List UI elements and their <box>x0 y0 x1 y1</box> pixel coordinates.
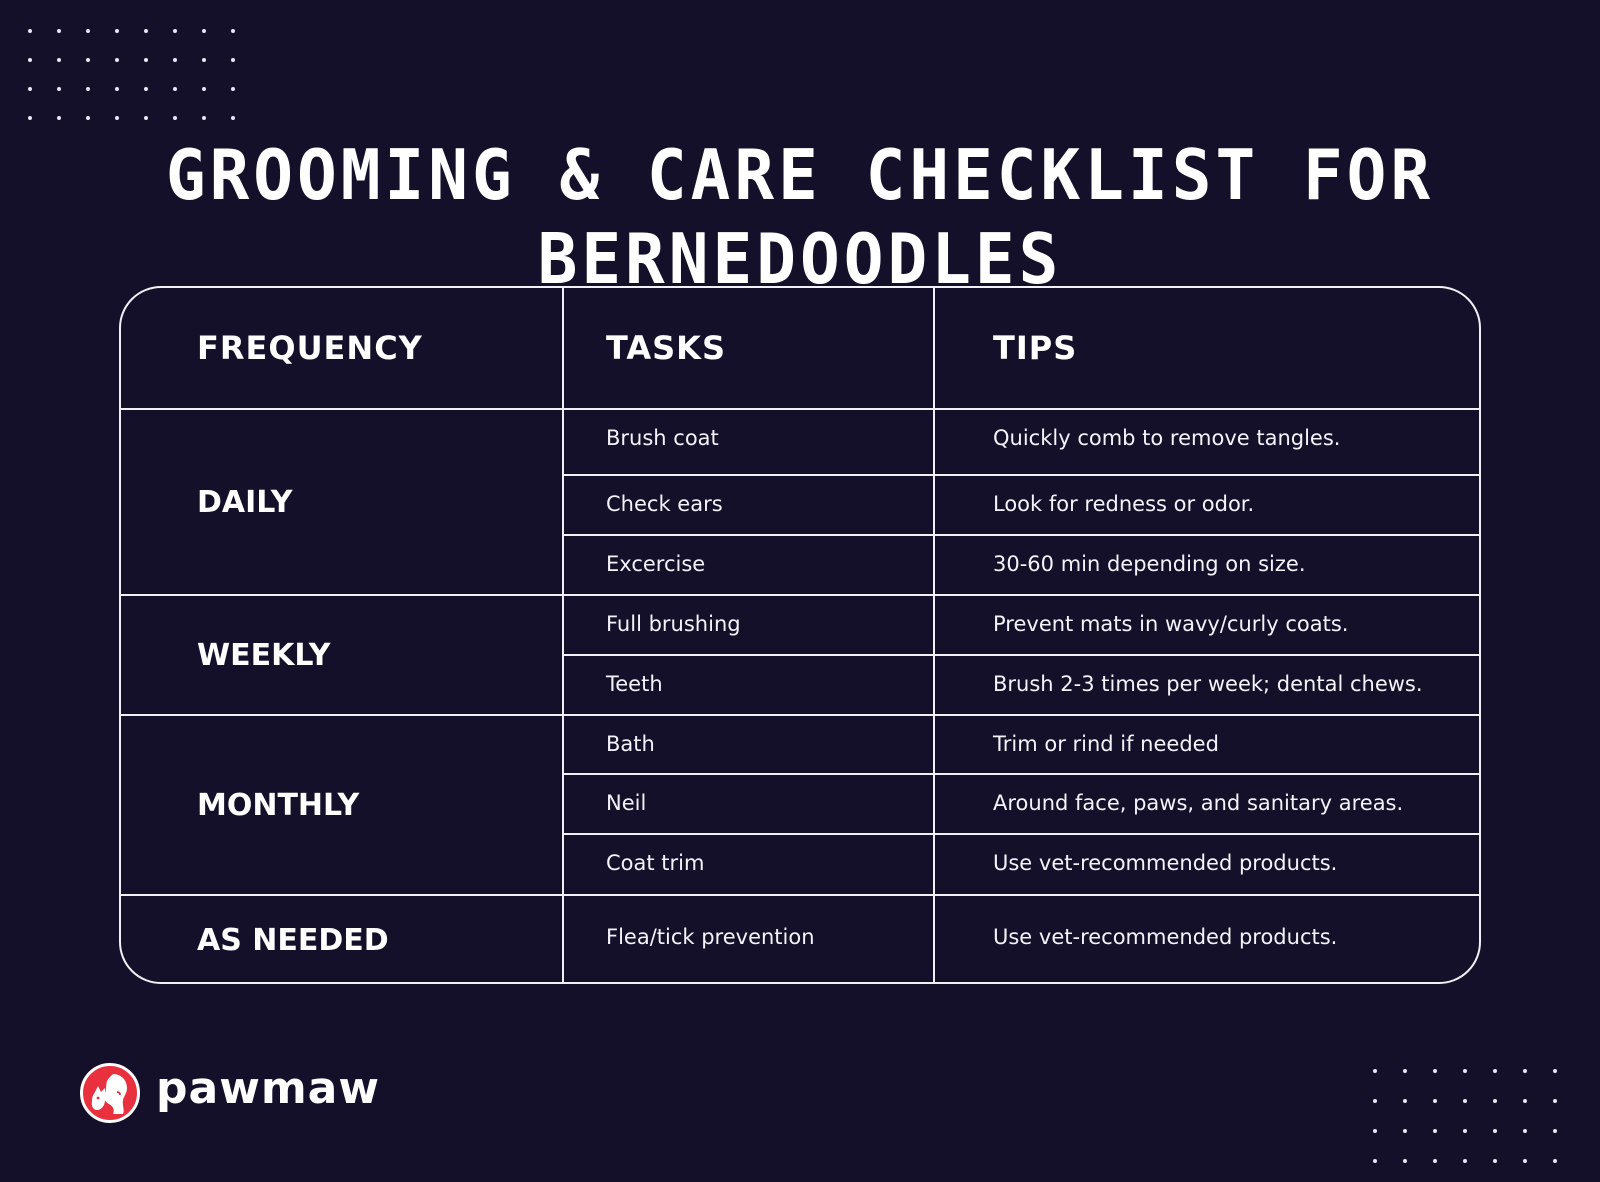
header-tips: TIPS <box>934 288 1479 409</box>
frequency-monthly: MONTHLY <box>121 715 563 895</box>
task-cell: Coat trim <box>563 834 934 895</box>
tip-cell: Use vet-recommended products. <box>934 895 1479 984</box>
header-tasks: TASKS <box>563 288 934 409</box>
frequency-daily: DAILY <box>121 409 563 595</box>
task-cell: Check ears <box>563 475 934 535</box>
tip-cell: Around face, paws, and sanitary areas. <box>934 774 1479 834</box>
task-cell: Neil <box>563 774 934 834</box>
task-cell: Brush coat <box>563 409 934 475</box>
tip-cell: Use vet-recommended products. <box>934 834 1479 895</box>
page-title: GROOMING & CARE CHECKLIST FOR BERNEDOODLES <box>165 135 1435 300</box>
frequency-as-needed: AS NEEDED <box>121 895 563 984</box>
brand-logo <box>80 1063 380 1123</box>
task-cell: Bath <box>563 715 934 774</box>
tip-cell: Trim or rind if needed <box>934 715 1479 774</box>
brand-name: pawmaw <box>156 1063 381 1114</box>
frequency-weekly: WEEKLY <box>121 595 563 715</box>
tip-cell: Look for redness or odor. <box>934 475 1479 535</box>
task-cell: Full brushing <box>563 595 934 655</box>
table-row <box>121 409 1479 475</box>
checklist-table-frame <box>119 286 1481 984</box>
task-cell: Excercise <box>563 535 934 595</box>
tip-cell: Brush 2-3 times per week; dental chews. <box>934 655 1479 715</box>
table-row <box>121 895 1479 984</box>
dog-cat-logo-icon <box>80 1063 140 1123</box>
table-header-row <box>121 288 1479 409</box>
decorative-dot-grid-bottom-right <box>1373 1069 1557 1163</box>
tip-cell: Prevent mats in wavy/curly coats. <box>934 595 1479 655</box>
task-cell: Flea/tick prevention <box>563 895 934 984</box>
table-row <box>121 715 1479 774</box>
table-row <box>121 595 1479 655</box>
decorative-dot-grid-top-left <box>28 29 235 120</box>
checklist-table <box>121 288 1479 984</box>
task-cell: Teeth <box>563 655 934 715</box>
tip-cell: Quickly comb to remove tangles. <box>934 409 1479 475</box>
tip-cell: 30-60 min depending on size. <box>934 535 1479 595</box>
header-frequency: FREQUENCY <box>121 288 563 409</box>
